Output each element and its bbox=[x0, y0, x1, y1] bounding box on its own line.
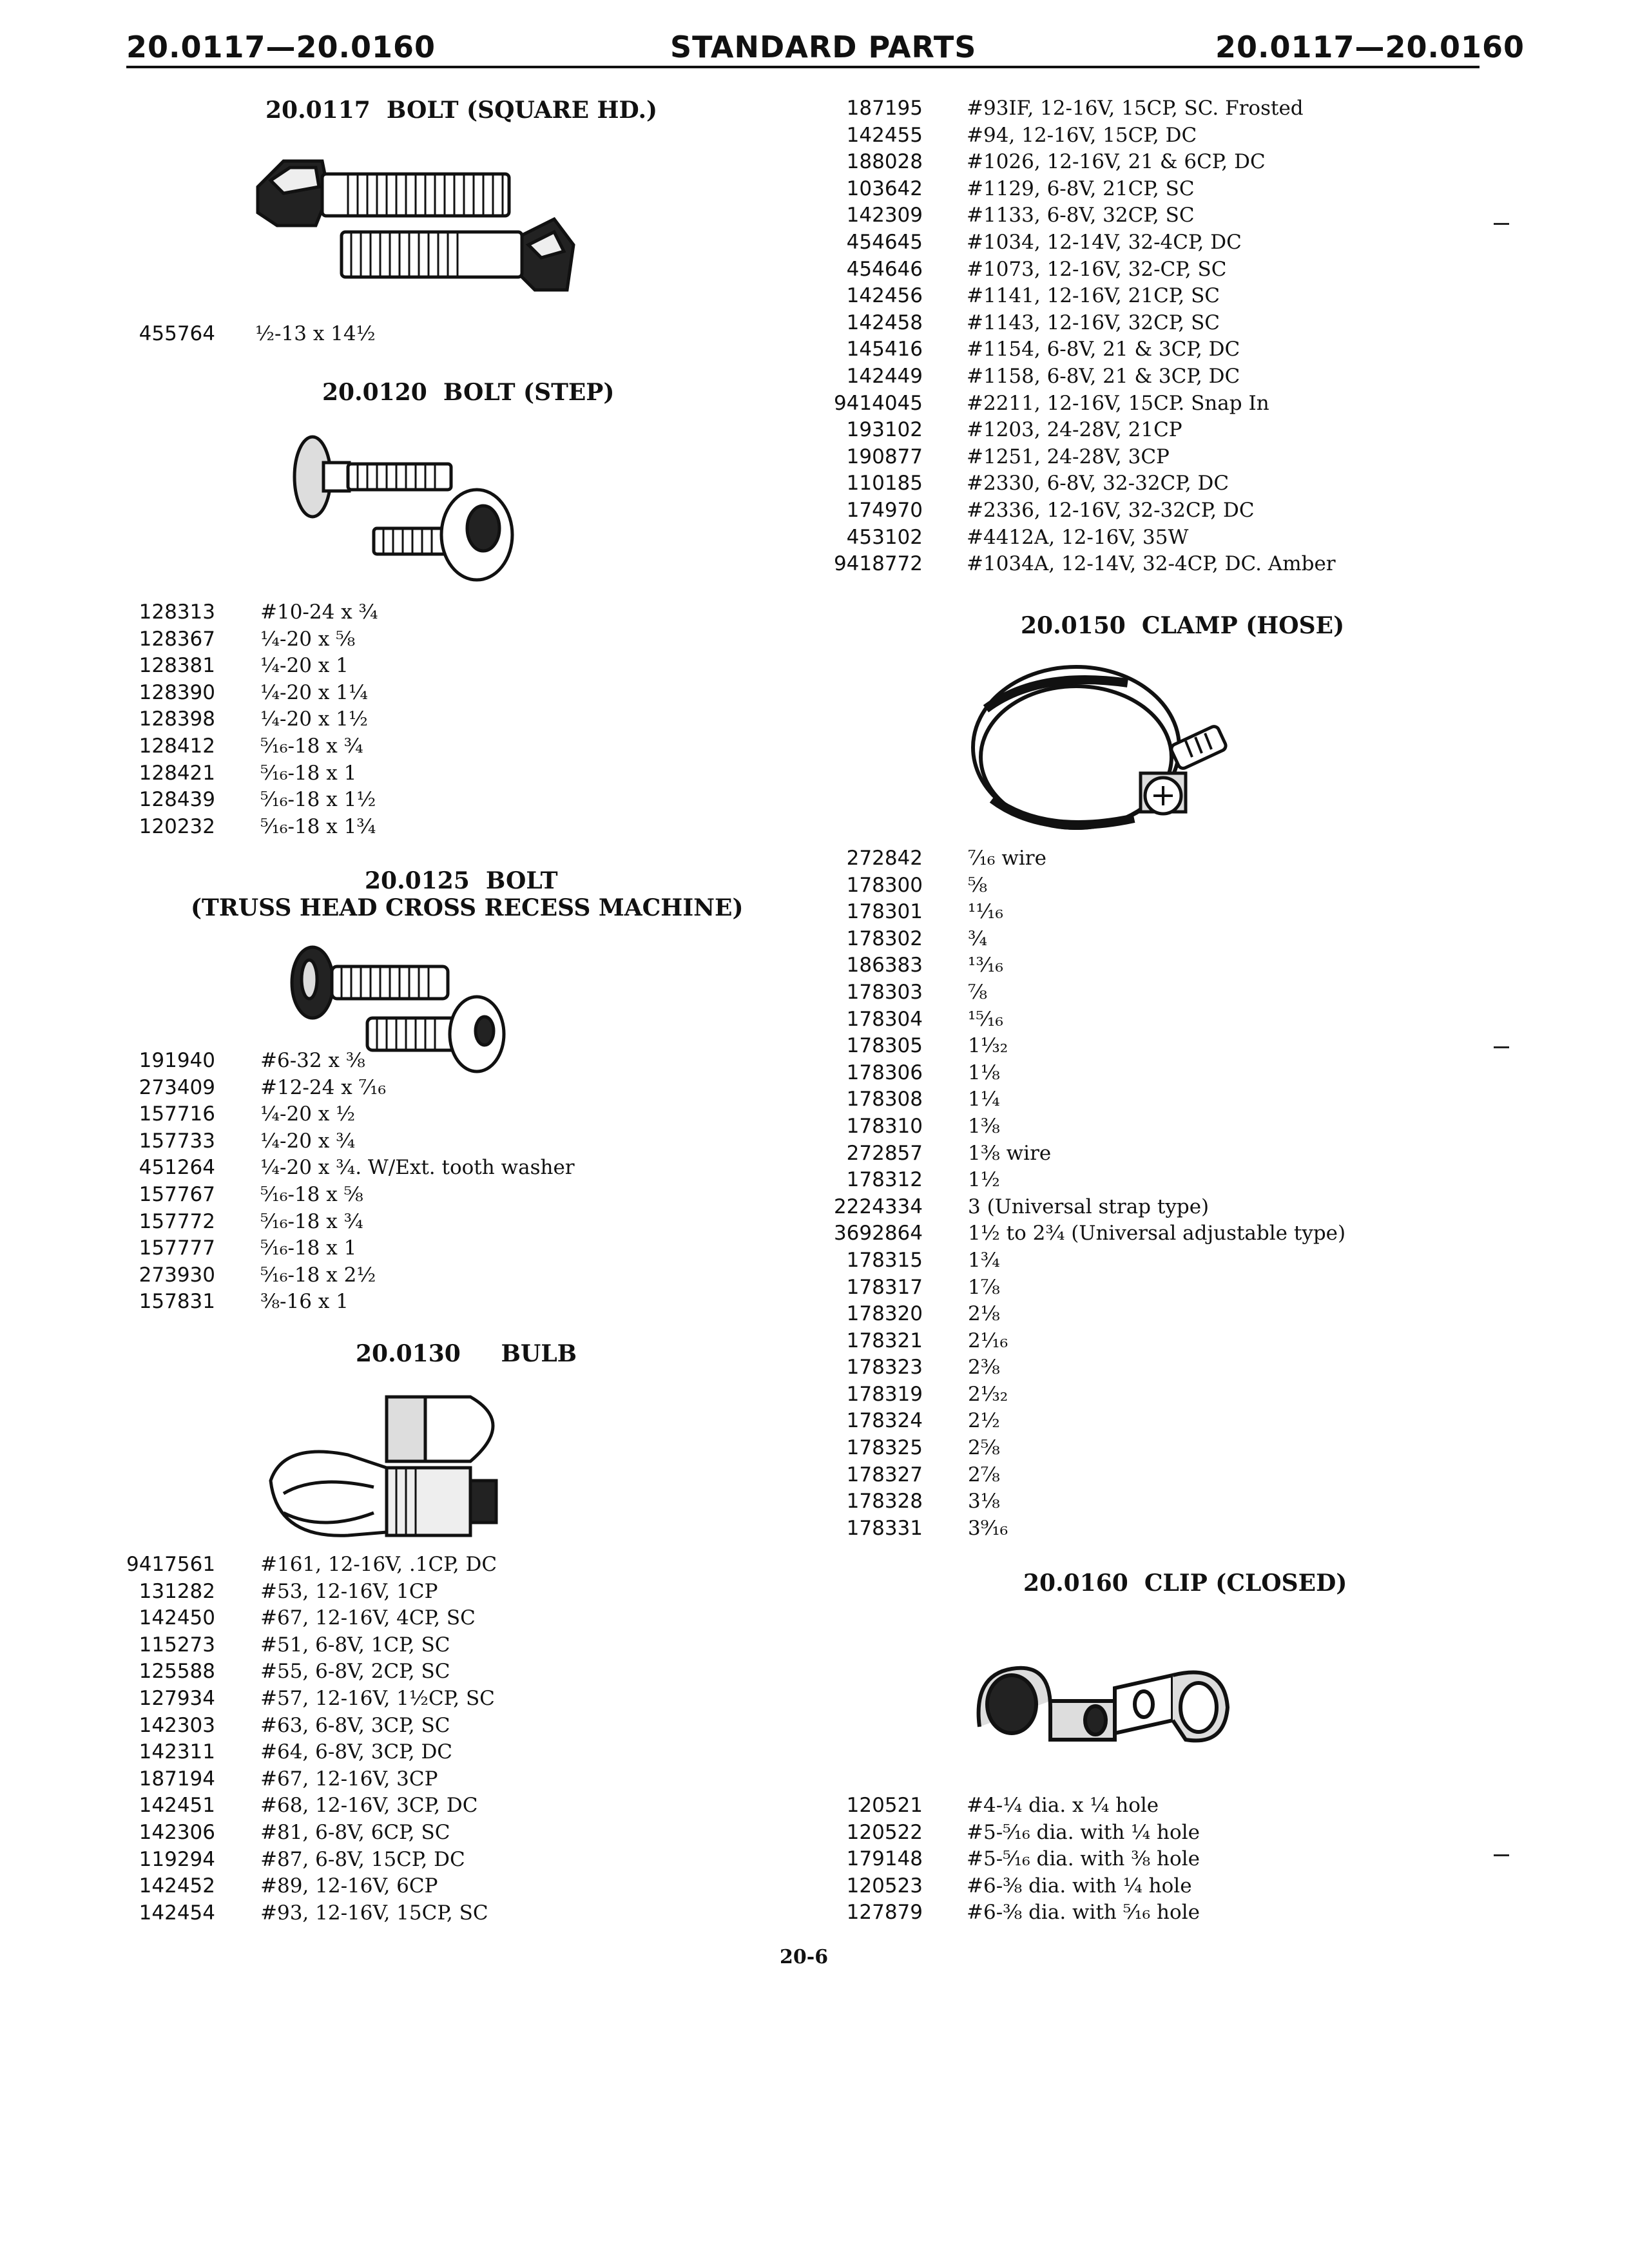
part-number: 188028 bbox=[846, 150, 923, 174]
part-description: 1¼ bbox=[968, 1088, 1000, 1111]
part-number: 178331 bbox=[846, 1516, 923, 1540]
margin-mark bbox=[1494, 1046, 1509, 1048]
part-description: ¹³⁄₁₆ bbox=[968, 954, 1003, 977]
part-description: ⁵⁄₁₆-18 x ⅝ bbox=[260, 1182, 363, 1206]
part-number: 142451 bbox=[139, 1794, 215, 1818]
part-number: 178310 bbox=[846, 1114, 923, 1138]
part-description: ⁵⁄₁₆-18 x ¾ bbox=[260, 1209, 363, 1233]
part-number: 157777 bbox=[139, 1236, 215, 1260]
part-number: 178319 bbox=[846, 1382, 923, 1406]
part-description: #64, 6-8V, 3CP, DC bbox=[260, 1740, 453, 1764]
part-description: #1203, 24-28V, 21CP bbox=[967, 418, 1182, 442]
part-number: 178323 bbox=[846, 1356, 923, 1379]
part-number: 178328 bbox=[846, 1490, 923, 1514]
part-number: 120523 bbox=[846, 1874, 923, 1898]
part-description: #1034, 12-14V, 32-4CP, DC bbox=[967, 230, 1242, 254]
part-description: #55, 6-8V, 2CP, SC bbox=[260, 1660, 450, 1684]
part-description: ⅝ bbox=[968, 873, 988, 897]
part-description: #89, 12-16V, 6CP bbox=[260, 1874, 438, 1898]
part-description: #10-24 x ¾ bbox=[260, 601, 378, 624]
bolt-step-illustration bbox=[284, 432, 516, 593]
part-description: #161, 12-16V, .1CP, DC bbox=[260, 1553, 497, 1576]
part-description: #93IF, 12-16V, 15CP, SC. Frosted bbox=[967, 97, 1304, 120]
section-title-bolt-step: 20.0120 BOLT (STEP) bbox=[322, 379, 615, 406]
part-description: #67, 12-16V, 3CP bbox=[260, 1767, 438, 1791]
part-description: #12-24 x ⁷⁄₁₆ bbox=[260, 1075, 386, 1099]
part-description: #1129, 6-8V, 21CP, SC bbox=[967, 177, 1195, 200]
part-number: 145416 bbox=[846, 338, 923, 361]
part-description: ¼-20 x ⅝ bbox=[260, 627, 356, 651]
clip-illustration bbox=[967, 1649, 1237, 1759]
part-description: 1¹⁄₃₂ bbox=[968, 1034, 1008, 1058]
part-description: #68, 12-16V, 3CP, DC bbox=[260, 1794, 478, 1818]
part-description: 1⅜ bbox=[968, 1114, 1000, 1138]
part-number: 142452 bbox=[139, 1874, 215, 1898]
bulb-illustration bbox=[258, 1384, 541, 1552]
part-description: ⁷⁄₁₆ wire bbox=[968, 847, 1046, 870]
part-number: 174970 bbox=[846, 498, 923, 522]
bolt-square-hd-illustration bbox=[245, 142, 580, 309]
part-number: 142450 bbox=[139, 1606, 215, 1630]
part-description: ¼-20 x 1¼ bbox=[260, 680, 368, 704]
part-number: 110185 bbox=[846, 472, 923, 495]
part-number: 454645 bbox=[846, 230, 923, 254]
header-right: 20.0117—20.0160 bbox=[1215, 30, 1525, 64]
part-number: 178303 bbox=[846, 980, 923, 1004]
part-description: 1½ bbox=[968, 1168, 1000, 1192]
part-description: #1133, 6-8V, 32CP, SC bbox=[967, 204, 1195, 227]
part-description: #87, 6-8V, 15CP, DC bbox=[260, 1847, 465, 1871]
header-center: STANDARD PARTS bbox=[670, 30, 977, 64]
part-number: 272842 bbox=[846, 847, 923, 870]
part-description: ¹⁵⁄₁₆ bbox=[968, 1007, 1003, 1031]
header-rule bbox=[126, 66, 1480, 68]
part-number: 9417561 bbox=[126, 1553, 216, 1576]
part-number: 451264 bbox=[139, 1156, 215, 1180]
part-description: #63, 6-8V, 3CP, SC bbox=[260, 1713, 450, 1737]
part-number: 128381 bbox=[139, 654, 215, 678]
part-number: 3692864 bbox=[833, 1222, 923, 1245]
part-number: 454646 bbox=[846, 257, 923, 281]
part-number: 157716 bbox=[139, 1102, 215, 1126]
section-subtitle-bolt-truss: (TRUSS HEAD CROSS RECESS MACHINE) bbox=[191, 894, 744, 921]
part-description: ¼-20 x ½ bbox=[260, 1102, 356, 1126]
part-description: #2336, 12-16V, 32-32CP, DC bbox=[967, 498, 1255, 522]
part-number: 178304 bbox=[846, 1007, 923, 1031]
part-description: 2½ bbox=[968, 1409, 1000, 1433]
part-number: 142303 bbox=[139, 1713, 215, 1737]
part-number: 178320 bbox=[846, 1302, 923, 1326]
part-number: 128367 bbox=[139, 627, 215, 651]
part-description: #1073, 12-16V, 32-CP, SC bbox=[967, 257, 1227, 281]
part-description: #5-⁵⁄₁₆ dia. with ⅜ hole bbox=[967, 1847, 1200, 1871]
part-description: #1143, 12-16V, 32CP, SC bbox=[967, 311, 1220, 334]
part-number: 193102 bbox=[846, 418, 923, 442]
part-description: #51, 6-8V, 1CP, SC bbox=[260, 1633, 450, 1657]
part-description: #6-⅜ dia. with ¼ hole bbox=[967, 1874, 1192, 1898]
part-number: 178308 bbox=[846, 1088, 923, 1111]
part-number: 455764 bbox=[139, 322, 215, 345]
part-description: #1026, 12-16V, 21 & 6CP, DC bbox=[967, 150, 1266, 174]
part-number: 178327 bbox=[846, 1463, 923, 1486]
part-number: 128439 bbox=[139, 788, 215, 812]
part-description: 2¹⁄₃₂ bbox=[968, 1382, 1008, 1406]
part-description: 1⅛ bbox=[968, 1061, 1000, 1084]
part-description: 2⅝ bbox=[968, 1436, 1000, 1460]
part-number: 131282 bbox=[139, 1579, 215, 1603]
part-number: 157772 bbox=[139, 1209, 215, 1233]
part-description: #5-⁵⁄₁₆ dia. with ¼ hole bbox=[967, 1820, 1200, 1844]
part-description: #1251, 24-28V, 3CP bbox=[967, 445, 1170, 468]
part-number: 142456 bbox=[846, 284, 923, 308]
part-description: #4-¼ dia. x ¼ hole bbox=[967, 1794, 1159, 1817]
part-number: 178321 bbox=[846, 1329, 923, 1352]
part-number: 142458 bbox=[846, 311, 923, 334]
margin-mark bbox=[1494, 223, 1509, 225]
part-description: #67, 12-16V, 4CP, SC bbox=[260, 1606, 476, 1630]
part-number: 2224334 bbox=[833, 1195, 923, 1218]
part-description: #2330, 6-8V, 32-32CP, DC bbox=[967, 472, 1229, 495]
part-description: ⁵⁄₁₆-18 x 1 bbox=[260, 761, 357, 785]
section-title-clamp-hose: 20.0150 CLAMP (HOSE) bbox=[1021, 612, 1345, 639]
margin-mark bbox=[1494, 1854, 1509, 1856]
part-description: #1141, 12-16V, 21CP, SC bbox=[967, 284, 1220, 308]
part-number: 186383 bbox=[846, 954, 923, 977]
part-description: 3⁹⁄₁₆ bbox=[968, 1516, 1008, 1540]
part-number: 142311 bbox=[139, 1740, 215, 1764]
part-number: 273409 bbox=[139, 1075, 215, 1099]
part-description: ⁵⁄₁₆-18 x 1½ bbox=[260, 788, 376, 812]
hose-clamp-illustration bbox=[960, 651, 1263, 850]
part-description: ⁵⁄₁₆-18 x 1¾ bbox=[260, 814, 376, 838]
part-description: ¼-20 x 1½ bbox=[260, 707, 368, 731]
part-description: 1½ to 2¾ (Universal adjustable type) bbox=[968, 1222, 1346, 1245]
part-description: ⅜-16 x 1 bbox=[260, 1290, 349, 1314]
part-number: 178325 bbox=[846, 1436, 923, 1460]
part-number: 157733 bbox=[139, 1129, 215, 1153]
part-number: 103642 bbox=[846, 177, 923, 200]
part-description: #81, 6-8V, 6CP, SC bbox=[260, 1820, 450, 1844]
part-description: ¼-20 x ¾. W/Ext. tooth washer bbox=[260, 1156, 575, 1180]
part-number: 178305 bbox=[846, 1034, 923, 1058]
part-description: #93, 12-16V, 15CP, SC bbox=[260, 1901, 488, 1925]
part-description: #57, 12-16V, 1½CP, SC bbox=[260, 1686, 495, 1710]
part-number: 157831 bbox=[139, 1290, 215, 1314]
part-number: 120232 bbox=[139, 814, 215, 838]
part-description: ⁵⁄₁₆-18 x 2½ bbox=[260, 1263, 376, 1287]
part-number: 115273 bbox=[139, 1633, 215, 1657]
section-title-bolt-truss: 20.0125 BOLT bbox=[365, 867, 558, 894]
part-description: #1158, 6-8V, 21 & 3CP, DC bbox=[967, 364, 1240, 388]
part-description: 2⅞ bbox=[968, 1463, 1000, 1486]
part-number: 125588 bbox=[139, 1660, 215, 1684]
part-number: 127879 bbox=[846, 1901, 923, 1925]
section-title-bulb: 20.0130 BULB bbox=[356, 1340, 577, 1367]
part-description: ⁵⁄₁₆-18 x ¾ bbox=[260, 734, 363, 758]
part-description: ½-13 x 14½ bbox=[255, 322, 376, 345]
part-description: 1⅜ wire bbox=[968, 1141, 1052, 1165]
part-number: 272857 bbox=[846, 1141, 923, 1165]
part-number: 120522 bbox=[846, 1820, 923, 1844]
part-description: 2⅛ bbox=[968, 1302, 1000, 1326]
part-number: 178317 bbox=[846, 1275, 923, 1299]
part-number: 273930 bbox=[139, 1263, 215, 1287]
page-number: 20-6 bbox=[780, 1946, 829, 1968]
part-number: 128390 bbox=[139, 680, 215, 704]
part-description: #6-⅜ dia. with ⁵⁄₁₆ hole bbox=[967, 1901, 1200, 1925]
part-description: 1¾ bbox=[968, 1248, 1000, 1272]
part-number: 142449 bbox=[846, 364, 923, 388]
part-description: ¼-20 x ¾ bbox=[260, 1129, 356, 1153]
part-description: 3⅛ bbox=[968, 1490, 1000, 1514]
part-number: 128313 bbox=[139, 601, 215, 624]
part-number: 128398 bbox=[139, 707, 215, 731]
part-number: 178301 bbox=[846, 900, 923, 924]
part-number: 191940 bbox=[139, 1049, 215, 1072]
part-number: 128412 bbox=[139, 734, 215, 758]
part-number: 178300 bbox=[846, 873, 923, 897]
part-number: 178315 bbox=[846, 1248, 923, 1272]
part-description: #6-32 x ⅜ bbox=[260, 1049, 365, 1072]
part-number: 142306 bbox=[139, 1820, 215, 1844]
part-description: ¾ bbox=[968, 927, 988, 950]
part-description: #2211, 12-16V, 15CP. Snap In bbox=[967, 391, 1269, 415]
part-description: #4412A, 12-16V, 35W bbox=[967, 525, 1189, 549]
part-description: ⅞ bbox=[968, 980, 988, 1004]
part-number: 119294 bbox=[139, 1847, 215, 1871]
part-number: 142454 bbox=[139, 1901, 215, 1925]
part-number: 128421 bbox=[139, 761, 215, 785]
part-number: 179148 bbox=[846, 1847, 923, 1871]
part-number: 157767 bbox=[139, 1182, 215, 1206]
part-number: 142455 bbox=[846, 123, 923, 147]
section-title-bolt-square-hd: 20.0117 BOLT (SQUARE HD.) bbox=[265, 97, 658, 124]
part-number: 187195 bbox=[846, 97, 923, 120]
part-number: 142309 bbox=[846, 204, 923, 227]
part-description: 3 (Universal strap type) bbox=[968, 1195, 1210, 1218]
part-number: 178324 bbox=[846, 1409, 923, 1433]
part-number: 190877 bbox=[846, 445, 923, 468]
part-description: #1154, 6-8V, 21 & 3CP, DC bbox=[967, 338, 1240, 361]
part-number: 187194 bbox=[139, 1767, 215, 1791]
part-number: 9418772 bbox=[833, 552, 923, 576]
part-number: 127934 bbox=[139, 1686, 215, 1710]
part-number: 120521 bbox=[846, 1794, 923, 1817]
part-description: ¼-20 x 1 bbox=[260, 654, 349, 678]
part-description: 2¹⁄₁₆ bbox=[968, 1329, 1008, 1352]
part-number: 9414045 bbox=[833, 391, 923, 415]
part-number: 178312 bbox=[846, 1168, 923, 1192]
part-description: #53, 12-16V, 1CP bbox=[260, 1579, 438, 1603]
part-description: ⁵⁄₁₆-18 x 1 bbox=[260, 1236, 357, 1260]
header-left: 20.0117—20.0160 bbox=[126, 30, 436, 64]
part-description: 1⅞ bbox=[968, 1275, 1000, 1299]
part-description: #1034A, 12-14V, 32-4CP, DC. Amber bbox=[967, 552, 1336, 576]
part-number: 453102 bbox=[846, 525, 923, 549]
part-number: 178306 bbox=[846, 1061, 923, 1084]
part-description: ¹¹⁄₁₆ bbox=[968, 900, 1003, 924]
part-number: 178302 bbox=[846, 927, 923, 950]
part-description: 2⅜ bbox=[968, 1356, 1000, 1379]
section-title-clip-closed: 20.0160 CLIP (CLOSED) bbox=[1023, 1570, 1347, 1597]
part-description: #94, 12-16V, 15CP, DC bbox=[967, 123, 1197, 147]
